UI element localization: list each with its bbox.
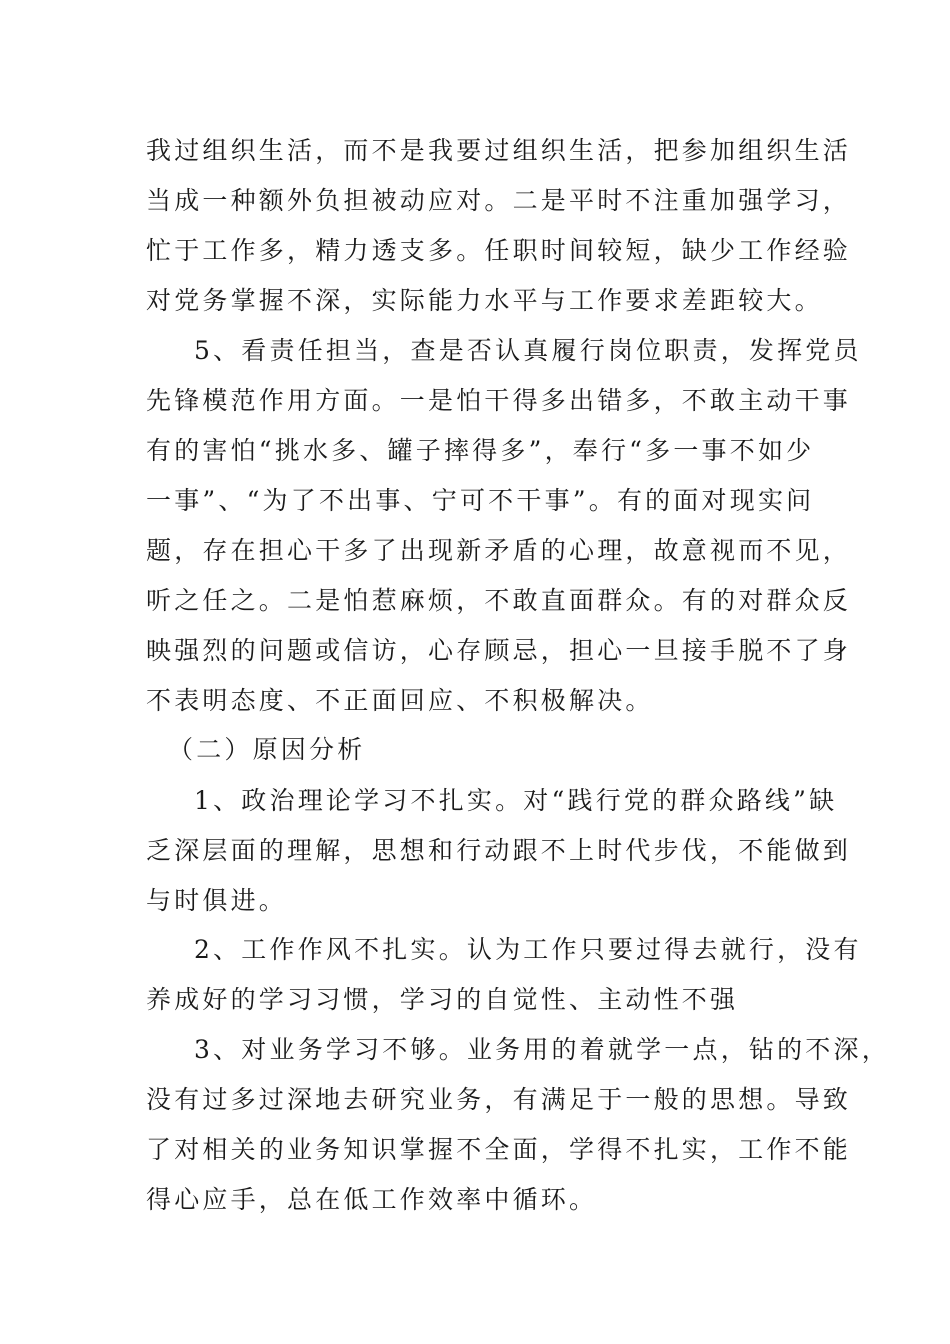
paragraph-start-line: 1、政治理论学习不扎实。对“践行党的群众路线”缺 (194, 786, 838, 815)
text-line: 得心应手，总在低工作效率中循环。 (146, 1185, 598, 1214)
text-line: 对党务掌握不深，实际能力水平与工作要求差距较大。 (146, 286, 823, 315)
text-line: 题，存在担心干多了出现新矛盾的心理，故意视而不见， (146, 536, 852, 565)
paragraph-start-line: 2、工作作风不扎实。认为工作只要过得去就行，没有 (194, 935, 862, 964)
section-heading: （二）原因分析 (168, 735, 366, 764)
text-line: 了对相关的业务知识掌握不全面，学得不扎实，工作不能 (146, 1135, 852, 1164)
text-line: 先锋模范作用方面。一是怕干得多出错多，不敢主动干事 (146, 386, 852, 415)
text-line: 忙于工作多，精力透支多。任职时间较短，缺少工作经验 (146, 236, 852, 265)
text-line: 一事”、“为了不出事、宁可不干事”。有的面对现实问 (146, 486, 815, 515)
text-line: 与时俱进。 (146, 886, 288, 915)
text-line: 没有过多过深地去研究业务，有满足于一般的思想。导致 (146, 1085, 852, 1114)
text-line: 有的害怕“挑水多、罐子摔得多”，奉行“多一事不如少 (146, 436, 815, 465)
text-line: 当成一种额外负担被动应对。二是平时不注重加强学习， (146, 186, 852, 215)
text-line: 听之任之。二是怕惹麻烦，不敢直面群众。有的对群众反 (146, 586, 852, 615)
text-line: 养成好的学习习惯，学习的自觉性、主动性不强 (146, 985, 739, 1014)
paragraph-start-line: 3、对业务学习不够。业务用的着就学一点，钻的不深， (194, 1035, 890, 1064)
text-line: 不表明态度、不正面回应、不积极解决。 (146, 686, 654, 715)
text-line: 乏深层面的理解，思想和行动跟不上时代步伐，不能做到 (146, 836, 852, 865)
text-line: 我过组织生活，而不是我要过组织生活，把参加组织生活 (146, 136, 852, 165)
paragraph-start-line: 5、看责任担当，查是否认真履行岗位职责，发挥党员 (194, 336, 862, 365)
text-line: 映强烈的问题或信访，心存顾忌，担心一旦接手脱不了身 (146, 636, 852, 665)
